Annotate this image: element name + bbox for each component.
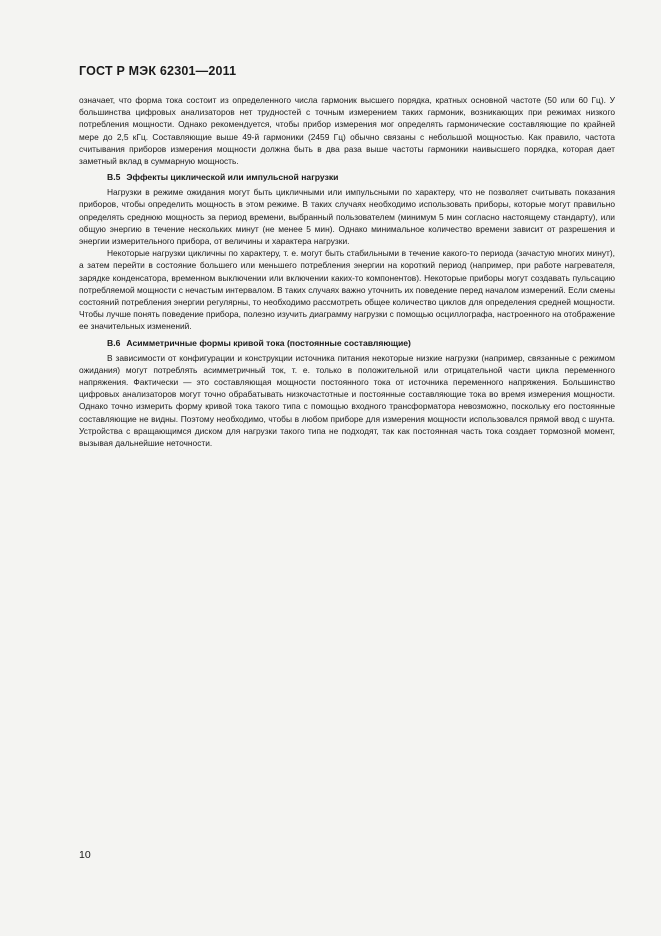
section-number: В.6 [107, 337, 121, 348]
section-heading-b6 [79, 337, 615, 349]
section-title: Эффекты циклической или импульсной нагрузки [126, 172, 339, 183]
paragraph: Нагрузки в режиме ожидания могут быть цикличными или импульсными по характеру, что не позволяет считывать показания приборов, чтобы определить мощность в этом режиме. В таких случаях необходимо использовать приборы, которые могут правильно определять среднюю мощность за период времени, выбранный пользователем (минимум 5 мин согласно настоящему стандарту), или общую энергию в течение нескольких минут (не менее 5 мин). Однако минимальное количество времени зависит от разрешения и энергии измерительного прибора, от величины и характера нагрузки. [79, 187, 615, 247]
section-heading-b5 [79, 171, 615, 183]
paragraph: Некоторые нагрузки цикличны по характеру, т. е. могут быть стабильными в течение какого-то периода (зачастую многих минут), а затем перейти в состояние большего или меньшего потребления энергии на короткий период (например, при работе нагревателя, зарядке конденсатора, временном выключении или включении каких-то компонентов). Некоторые приборы могут создавать пульсацию потребляемой мощности с нечастым интервалом. В таких случаях важно уточнить их поведение перед началом измерений. Если смены состояний потребления энергии регулярны, то необходимо рассмотреть общее количество циклов для определения средней мощности. Чтобы лучше понять поведение прибора, полезно изучить диаграмму нагрузки с помощью осциллографа, настроенного на отображение ее значительных изменений. [79, 248, 615, 332]
paragraph: В зависимости от конфигурации и конструкции источника питания некоторые низкие нагрузки (например, связанные с режимом ожидания) могут потреблять асимметричный ток, т. е. только в положительной или отрицательной части цикла переменного напряжения. Фактически — это составляющая мощности постоянного тока от источника переменного напряжения. Большинство цифровых анализаторов могут точно обрабатывать низкочастотные и постоянные составляющие тока во время измерения мощности. Однако точно измерить форму кривой тока такого типа с помощью входного трансформатора невозможно, поскольку его постоянные составляющие не видны. Поэтому необходимо, чтобы в любом приборе для измерения мощности использовался прямой ввод с шунта. Устройства с вращающимся диском для нагрузки такого типа не подходят, так как постоянная часть тока создает тормозной момент, вызывая дальнейшие неточности. [79, 352, 615, 449]
page-number: 10 [79, 849, 91, 861]
section-title: Асимметричные формы кривой тока (постоянные составляющие) [126, 337, 411, 348]
document-body [79, 94, 615, 449]
paragraph-continued: означает, что форма тока состоит из определенного числа гармоник высшего порядка, кратных основной частоте (50 или 60 Гц). У большинства цифровых анализаторов нет трудностей с точным измерением таких гармоник, возникающих при режимах низкого потребления мощности. Однако рекомендуется, чтобы прибор измерения мог определять гармонические составляющие по крайней мере до 2,5 кГц. Составляющие выше 49-й гармоники (2459 Гц) обычно связаны с небольшой мощностью. Как правило, частота считывания приборов измерения мощности должна быть в два раза выше частоты гармоники наивысшего порядка, которая дает заметный вклад в суммарную мощность. [79, 95, 615, 167]
section-number: В.5 [107, 172, 121, 183]
document-header: ГОСТ Р МЭК 62301—2011 [79, 64, 237, 78]
